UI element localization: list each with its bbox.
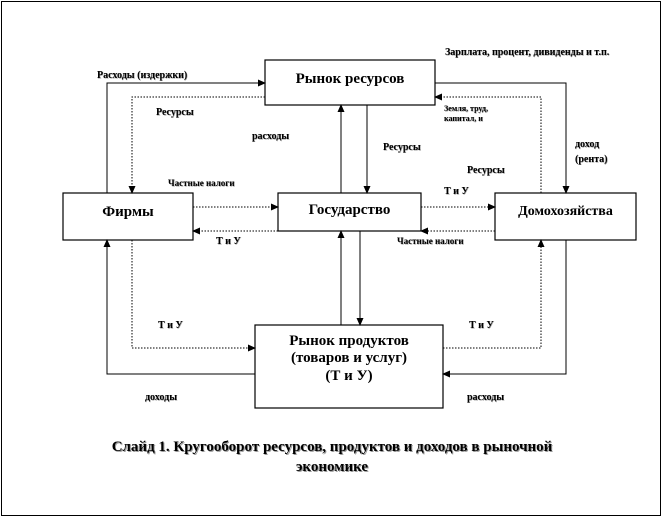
product-market-line3: (Т и У) <box>325 367 373 384</box>
expenses-arrow <box>443 240 566 374</box>
tu-gov-to-hh-label: Т и У <box>444 186 469 197</box>
land-labor-label-2: капитал, и <box>444 114 483 123</box>
caption-line2: экономике <box>295 458 369 475</box>
costs-label: Расходы (издержки) <box>97 70 188 81</box>
firms-label: Фирмы <box>102 204 154 220</box>
land-labor-label-1: Земля, труд, <box>444 104 488 113</box>
tu-gov-to-firms-label: Т и У <box>216 236 241 247</box>
tu-firms-bottom-label: Т и У <box>158 320 183 331</box>
tu-hh-bottom-label: Т и У <box>469 320 494 331</box>
private-taxes-left-label: Частные налоги <box>168 178 235 188</box>
incomes-arrow <box>107 240 255 374</box>
firms-tu-arrow <box>132 240 255 348</box>
income-label-1: доход <box>575 139 600 150</box>
expenses-bottom-label: расходы <box>467 392 505 403</box>
resource-market-label: Рынок ресурсов <box>295 71 405 87</box>
product-market-label <box>255 333 443 385</box>
slide-caption <box>0 438 664 477</box>
resources-left-label: Ресурсы <box>156 107 194 118</box>
resources-right-label: Ресурсы <box>467 165 505 176</box>
government-label: Государство <box>308 202 391 218</box>
product-market-line2: (товаров и услуг) <box>290 350 408 367</box>
costs-arrow <box>107 83 265 193</box>
income-label-2: (рента) <box>575 154 608 165</box>
hh-tu-arrow <box>443 240 541 348</box>
caption-line1: Слайд 1. Кругооборот ресурсов, продуктов и доходов в рыночной <box>111 439 553 455</box>
gov-expenses-label: расходы <box>252 131 290 142</box>
incomes-bottom-label: доходы <box>145 392 178 403</box>
wages-label: Зарплата, процент, дивиденды и т.п. <box>445 47 610 58</box>
gov-resources-label: Ресурсы <box>383 142 421 153</box>
private-taxes-right-label: Частные налоги <box>397 236 464 246</box>
product-market-line1: Рынок продуктов <box>289 333 409 349</box>
wages-arrow <box>435 83 566 193</box>
households-label: Домохозяйства <box>518 204 613 219</box>
